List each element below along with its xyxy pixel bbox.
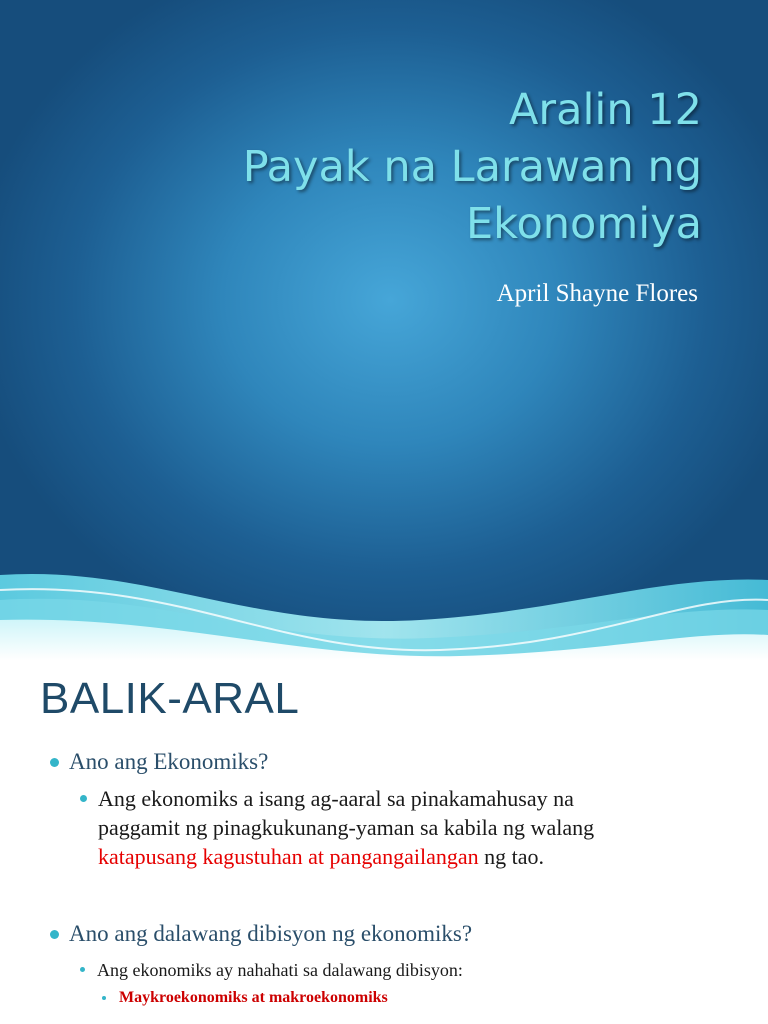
answer-1-line-1: Ang ekonomiks a isang ag-aaral sa pinakamahusay na xyxy=(98,786,574,811)
bullet-icon xyxy=(102,996,106,1000)
review-slide xyxy=(0,660,768,1024)
bullet-icon xyxy=(80,967,85,972)
question-1-text: Ano ang Ekonomiks? xyxy=(69,749,269,774)
answer-2 xyxy=(80,958,463,982)
question-2 xyxy=(50,920,472,948)
answer-2-sub xyxy=(102,987,388,1009)
answer-1-line-3 xyxy=(98,842,594,871)
emphasis-text: katapusang kagustuhan at pangangailangan xyxy=(98,844,479,869)
title-line-2: Payak na Larawan ng xyxy=(242,142,702,192)
bullet-icon xyxy=(50,930,59,939)
question-1 xyxy=(50,748,268,776)
slide-subtitle: April Shayne Flores xyxy=(496,280,698,307)
bullet-icon xyxy=(80,795,87,802)
title-line-1: Aralin 12 xyxy=(509,85,702,135)
answer-2-sub-text: Maykroekonomiks at makroekonomiks xyxy=(119,989,388,1006)
question-2-text: Ano ang dalawang dibisyon ng ekonomiks? xyxy=(69,921,473,946)
answer-1-line-2: paggamit ng pinagkukunang-yaman sa kabila ng walang xyxy=(98,815,595,840)
answer-1-line-3-rest: ng tao. xyxy=(478,844,544,869)
title-line-3: Ekonomiya xyxy=(465,199,702,249)
review-title: BALIK-ARAL xyxy=(40,674,300,723)
slide-title xyxy=(62,82,702,253)
answer-2-text: Ang ekonomiks ay nahahati sa dalawang dibisyon: xyxy=(97,960,463,980)
answer-1 xyxy=(80,784,740,871)
answer-1-text xyxy=(98,784,594,871)
bullet-icon xyxy=(50,758,59,767)
wave-decoration xyxy=(0,560,768,660)
